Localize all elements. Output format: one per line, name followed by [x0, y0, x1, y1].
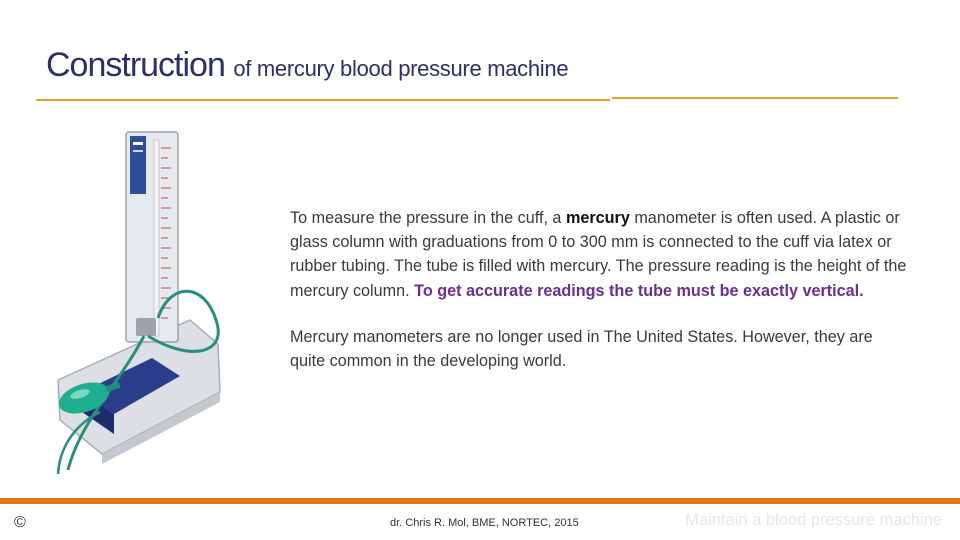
paragraph-1-part-2: manometer is often used. A plastic or glass column with graduations from 0 to 300 mm is connected to the cuff via latex or rubber tubing. The tube is filled with mercury. The pressure reading is the height of the mercury column.	[290, 209, 907, 300]
copyright-mark: ©	[14, 514, 26, 531]
footer-topic: Maintain a blood pressure machine	[685, 511, 942, 529]
title-underline-right	[612, 97, 898, 99]
body-text	[290, 206, 910, 373]
paragraph-2: Mercury manometers are no longer used in The United States. However, they are quite common in the developing world.	[290, 327, 873, 371]
title-sub: of mercury blood pressure machine	[233, 56, 569, 81]
author-credit: dr. Chris R. Mol, BME, NORTEC, 2015	[390, 517, 579, 529]
slide-title	[46, 46, 568, 85]
vertical-tube-note: To get accurate readings the tube must be exactly vertical.	[414, 281, 864, 300]
title-main: Construction	[46, 46, 225, 84]
title-underline	[36, 99, 610, 101]
paragraph-1-part-1: To measure the pressure in the cuff, a	[290, 209, 566, 227]
mercury-keyword: mercury	[565, 209, 630, 227]
footer	[0, 504, 960, 540]
paragraph-1	[290, 206, 910, 303]
mercury-manometer-image	[40, 122, 240, 490]
